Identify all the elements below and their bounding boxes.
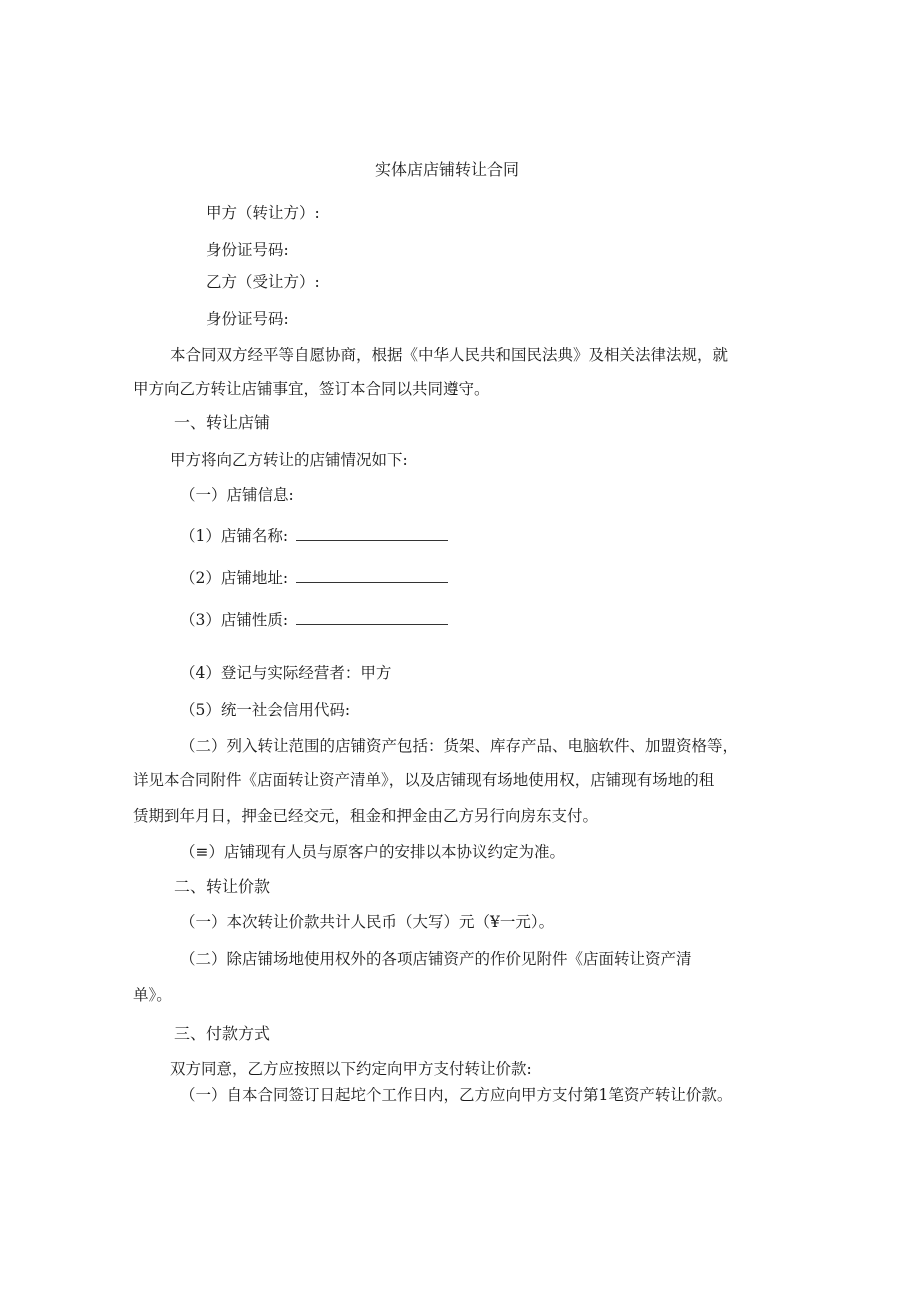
- price-item-2-line-2: 单》。: [133, 986, 172, 1004]
- store-name-row: [180, 526, 448, 546]
- section-3-heading: 三、付款方式: [174, 1024, 271, 1043]
- store-address-row: [180, 568, 448, 588]
- store-nature-label: （3）店铺性质:: [180, 611, 289, 629]
- assets-paragraph-line-1: （二）列入转让范围的店铺资产包括：货架、库存产品、电脑软件、加盟资格等，: [180, 737, 739, 755]
- id-a-label: 身份证号码:: [206, 241, 289, 259]
- store-address-label: （2）店铺地址:: [180, 569, 289, 587]
- party-b-label: 乙方（受让方）:: [206, 273, 320, 291]
- store-address-blank: [296, 568, 448, 583]
- credit-code-item: （5）统一社会信用代码:: [180, 701, 351, 719]
- id-b-label: 身份证号码:: [206, 310, 289, 328]
- store-name-label: （1）店铺名称:: [180, 527, 289, 545]
- store-info-subheading: （一）店铺信息:: [180, 486, 294, 504]
- assets-paragraph-line-2: 详见本合同附件《店面转让资产清单》，以及店铺现有场地使用权，店铺现有场地的租: [133, 771, 715, 789]
- price-item-2-line-1: （二）除店铺场地使用权外的各项店铺资产的作价见附件《店面转让资产清: [180, 950, 692, 968]
- section-1-lead: 甲方将向乙方转让的店铺情况如下:: [170, 451, 408, 469]
- section-1-heading: 一、转让店铺: [174, 413, 271, 432]
- assets-paragraph-line-3: 赁期到年月日，押金已经交元，租金和押金由乙方另行向房东支付。: [133, 807, 599, 825]
- store-nature-blank: [296, 610, 448, 625]
- operator-item: （4）登记与实际经营者：甲方: [180, 664, 392, 682]
- section-3-lead: 双方同意，乙方应按照以下约定向甲方支付转让价款:: [170, 1060, 532, 1078]
- contract-title: 实体店店铺转让合同: [375, 160, 520, 179]
- price-item-1: （一）本次转让价款共计人民币（大写）元（¥一元）。: [180, 913, 555, 931]
- payment-item-1: （一）自本合同签订日起坨个工作日内，乙方应向甲方支付第1笔资产转让价款。: [180, 1086, 733, 1104]
- party-a-label: 甲方（转让方）:: [206, 204, 320, 222]
- store-nature-row: [180, 610, 448, 630]
- intro-paragraph-line-1: 本合同双方经平等自愿协商，根据《中华人民共和国民法典》及相关法律法规，就: [170, 346, 729, 364]
- section-2-heading: 二、转让价款: [174, 877, 271, 896]
- staff-arrangement: （≡）店铺现有人员与原客户的安排以本协议约定为准。: [180, 843, 565, 861]
- intro-paragraph-line-2: 甲方向乙方转让店铺事宜，签订本合同以共同遵守。: [133, 380, 490, 398]
- store-name-blank: [296, 526, 448, 541]
